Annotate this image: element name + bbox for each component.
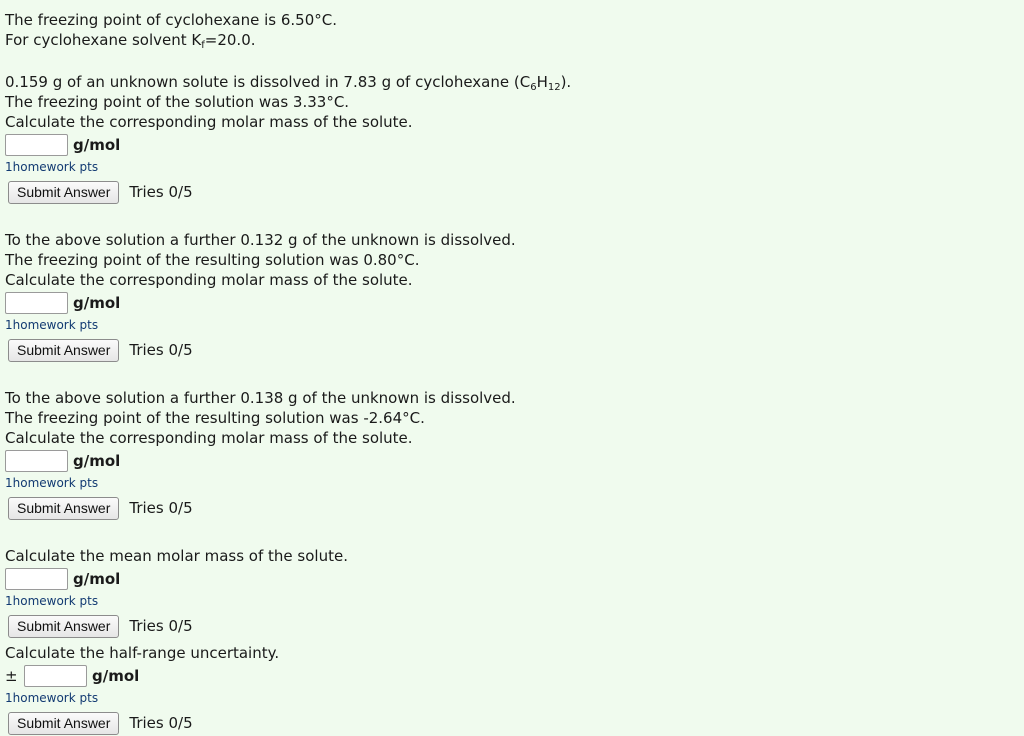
question-2 — [5, 230, 1015, 363]
q4-submit-button[interactable]: Submit Answer — [8, 615, 119, 638]
q5-plus-minus: ± — [5, 667, 18, 685]
q5-prompt: Calculate the half-range uncertainty. — [5, 644, 280, 662]
q5-tries: Tries 0/5 — [129, 714, 193, 732]
q2-tries: Tries 0/5 — [129, 341, 193, 359]
question-3 — [5, 388, 1015, 521]
q1-answer-input[interactable] — [5, 134, 68, 156]
q3-answer-row — [5, 449, 1015, 473]
q4-answer-input[interactable] — [5, 568, 68, 590]
intro-kf-suffix: =20.0. — [204, 31, 256, 49]
q2-answer-input[interactable] — [5, 292, 68, 314]
q4-answer-row — [5, 567, 1015, 591]
q4-unit: g/mol — [73, 570, 121, 588]
q1-submit-row — [8, 179, 1015, 205]
q5-answer-row — [5, 664, 1015, 688]
q3-freezing-point: The freezing point of the resulting solution was -2.64°C. — [5, 409, 425, 427]
intro-kf — [5, 30, 1015, 50]
q2-answer-row — [5, 291, 1015, 315]
intro-kf-prefix: For cyclohexane solvent K — [5, 31, 202, 49]
question-5 — [5, 643, 1015, 736]
q2-prompt: Calculate the corresponding molar mass of the solute. — [5, 271, 413, 289]
q2-submit-row — [8, 337, 1015, 363]
q1-submit-button[interactable]: Submit Answer — [8, 181, 119, 204]
q3-homework-pts: 1homework pts — [5, 476, 99, 490]
q1-freezing-point: The freezing point of the solution was 3.33°C. — [5, 93, 350, 111]
q3-statement: To the above solution a further 0.138 g of the unknown is dissolved. — [5, 389, 516, 407]
q3-submit-button[interactable]: Submit Answer — [8, 497, 119, 520]
q4-submit-row — [8, 613, 1015, 639]
q3-prompt: Calculate the corresponding molar mass of the solute. — [5, 429, 413, 447]
q1-prompt: Calculate the corresponding molar mass of the solute. — [5, 113, 413, 131]
q3-submit-row — [8, 495, 1015, 521]
intro-kf-subscript: f — [201, 40, 205, 51]
q5-homework-pts: 1homework pts — [5, 691, 99, 705]
q2-unit: g/mol — [73, 294, 121, 312]
question-4 — [5, 546, 1015, 639]
q1-homework-pts: 1homework pts — [5, 160, 99, 174]
q1-answer-row — [5, 133, 1015, 157]
q2-statement: To the above solution a further 0.132 g of the unknown is dissolved. — [5, 231, 516, 249]
q1-unit: g/mol — [73, 136, 121, 154]
q4-prompt: Calculate the mean molar mass of the solute. — [5, 547, 348, 565]
q3-answer-input[interactable] — [5, 450, 68, 472]
q4-tries: Tries 0/5 — [129, 617, 193, 635]
q2-homework-pts: 1homework pts — [5, 318, 99, 332]
q1-sub-6: 6 — [530, 82, 537, 93]
intro-freezing-point: The freezing point of cyclohexane is 6.50°C. — [5, 11, 337, 29]
q3-unit: g/mol — [73, 452, 121, 470]
q1-statement-prefix: 0.159 g of an unknown solute is dissolved in 7.83 g of cyclohexane (C — [5, 73, 531, 91]
q5-submit-button[interactable]: Submit Answer — [8, 712, 119, 735]
q5-answer-input[interactable] — [24, 665, 87, 687]
q1-statement — [5, 72, 1015, 92]
q2-freezing-point: The freezing point of the resulting solution was 0.80°C. — [5, 251, 420, 269]
question-1 — [5, 72, 1015, 205]
q1-statement-h: H — [536, 73, 548, 91]
problem-page — [5, 10, 1015, 736]
q1-tries: Tries 0/5 — [129, 183, 193, 201]
q2-submit-button[interactable]: Submit Answer — [8, 339, 119, 362]
q4-homework-pts: 1homework pts — [5, 594, 99, 608]
q3-tries: Tries 0/5 — [129, 499, 193, 517]
q1-sub-12: 12 — [547, 82, 561, 93]
q5-unit: g/mol — [92, 667, 140, 685]
q5-submit-row — [8, 710, 1015, 736]
q1-statement-suffix: ). — [560, 73, 572, 91]
